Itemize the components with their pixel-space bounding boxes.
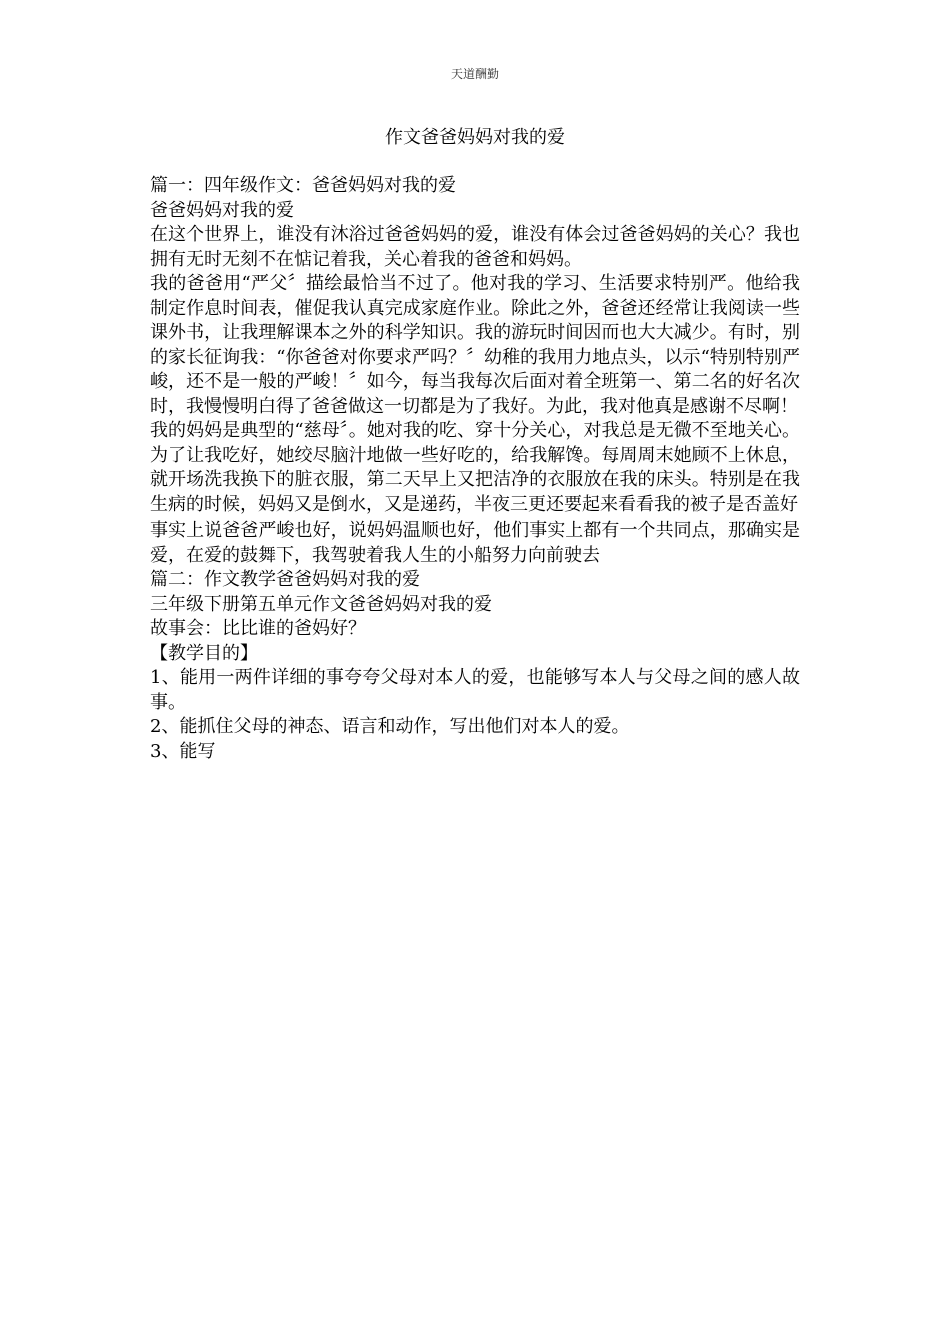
list-item: 2、能抓住父母的神态、语言和动作，写出他们对本人的爱。: [150, 716, 630, 737]
list-item: 3、能写: [150, 740, 216, 762]
list-item: 1、能用一两件详细的事夸夸父母对本人的爱，也能够写本人与父母之间的感人故事。: [150, 667, 800, 713]
section-heading: 篇一：四年级作文：爸爸妈妈对我的爱: [150, 175, 456, 196]
paragraph: 三年级下册第五单元作文爸爸妈妈对我的爱: [150, 593, 492, 615]
paragraph: 【教学目的】: [150, 642, 258, 664]
paragraph: 我的妈妈是典型的“慈母〞。她对我的吃、穿十分关心，对我总是无微不至地关心。为了让我吃好，她绞尽脑汁地做一些好吃的，给我解馋。每周周末她顾不上休息，就开场洗我换下的脏衣服，第二天早上又把洁净的衣服放在我的床头。特别是在我生病的时候，妈妈又是倒水，又是递药，半夜三更还要起来看看我的被子是否盖好: [150, 420, 800, 515]
paragraph: 事实上说爸爸严峻也好，说妈妈温顺也好，他们事实上都有一个共同点，那确实是爱，在爱的鼓舞下，我驾驶着我人生的小船努力向前驶去: [150, 520, 800, 566]
paragraph: 故事会：比比谁的爸妈好？: [150, 618, 366, 639]
document-title: 作文爸爸妈妈对我的爱: [385, 127, 565, 148]
document-body: [150, 174, 800, 764]
subtitle: 爸爸妈妈对我的爱: [150, 199, 294, 221]
paragraph: 我的爸爸用“严父〞描绘最恰当不过了。他对我的学习、生活要求特别严。他给我制定作息时间表，催促我认真完成家庭作业。除此之外，爸爸还经常让我阅读一些课外书，让我理解课本之外的科学知识。我的游玩时间因而也大大减少。有时，别的家长征询我：“你爸爸对你要求严吗？〞幼稚的我用力地点头，以示“特别特别严峻，还不是一般的严峻！〞如今，每当我每次后面对着全班第一、第二名的好名次时，我慢慢明白得了爸爸做这一切都是为了我好。为此，我对他真是感谢不尽啊！: [150, 273, 800, 417]
paragraph: 在这个世界上，谁没有沐浴过爸爸妈妈的爱，谁没有体会过爸爸妈妈的关心？我也拥有无时无刻不在惦记着我，关心着我的爸爸和妈妈。: [150, 224, 800, 270]
section-heading: 篇二：作文教学爸爸妈妈对我的爱: [150, 569, 420, 590]
page-header: 天道酬勤: [450, 67, 499, 81]
